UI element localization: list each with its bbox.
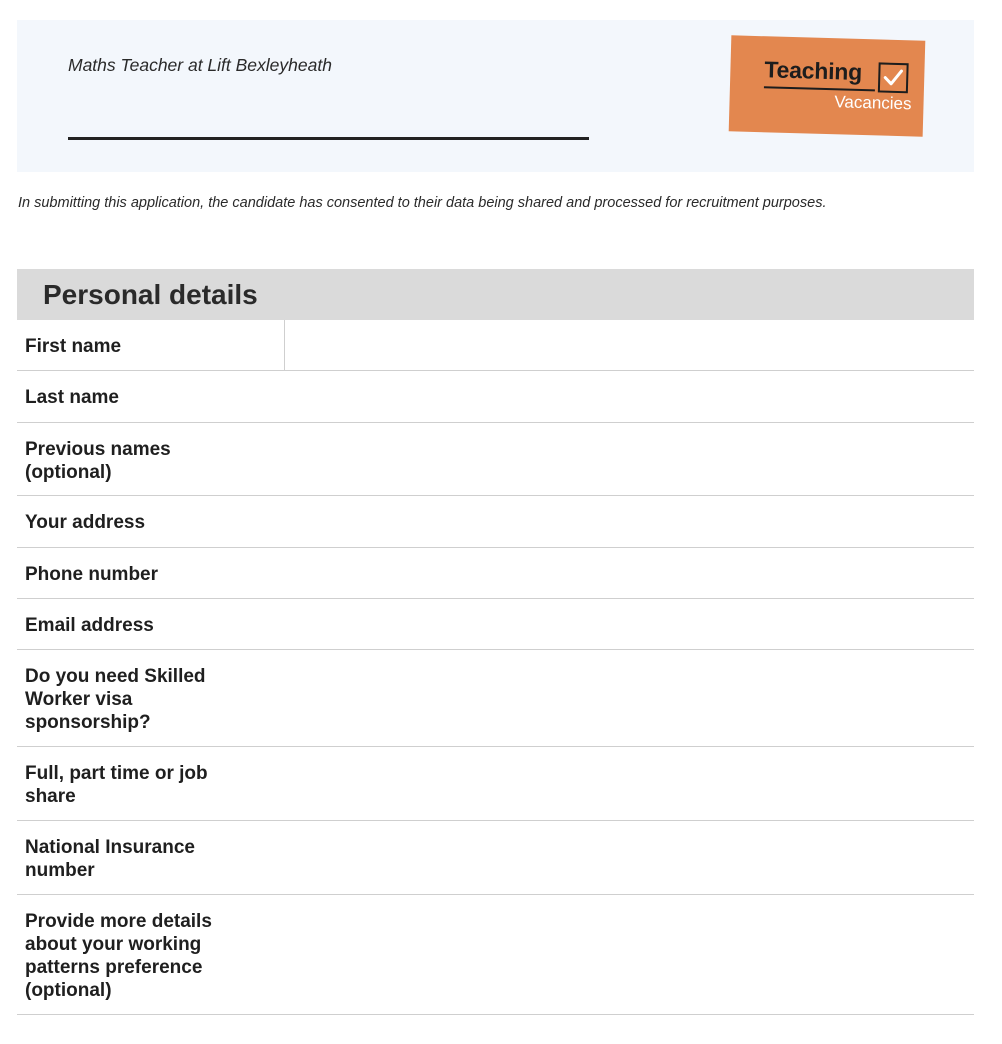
- row-label: First name: [25, 336, 122, 357]
- row-label: Email address: [25, 615, 154, 636]
- row-label: Previous names (optional): [25, 439, 171, 483]
- row-label: Phone number: [25, 564, 159, 585]
- row-label: Your address: [25, 512, 146, 533]
- table-row: [17, 371, 974, 423]
- section-title: Personal details: [43, 279, 258, 310]
- row-value: [285, 496, 974, 547]
- personal-details-table: [17, 320, 974, 1015]
- row-value: [285, 371, 974, 422]
- table-row: [17, 650, 974, 747]
- row-label: Do you need Skilled Worker visa sponsorship?: [25, 666, 206, 733]
- row-label: Last name: [25, 387, 119, 408]
- table-row: [17, 320, 974, 371]
- job-title: Maths Teacher at Lift Bexleyheath: [68, 55, 332, 75]
- table-row: [17, 423, 974, 496]
- row-value: [285, 320, 974, 370]
- row-value: [285, 747, 974, 820]
- check-mark-icon: [883, 69, 903, 88]
- table-row: [17, 548, 974, 599]
- row-value: [285, 599, 974, 649]
- table-row: [17, 496, 974, 548]
- row-value: [285, 423, 974, 495]
- row-value: [285, 548, 974, 598]
- personal-details-header: [17, 269, 974, 320]
- logo-wordmark: Teaching: [764, 56, 863, 85]
- row-value: [285, 650, 974, 746]
- table-row: [17, 895, 974, 1015]
- teaching-vacancies-logo: [729, 35, 926, 136]
- consent-notice: In submitting this application, the candidate has consented to their data being shared and processed for recruitment purposes.: [18, 195, 827, 211]
- row-value: [285, 821, 974, 894]
- table-row: [17, 821, 974, 895]
- logo-underline: [764, 86, 875, 91]
- row-value: [285, 895, 974, 1014]
- row-label: Full, part time or job share: [25, 763, 208, 807]
- row-label: Provide more details about your working patterns preference (optional): [25, 911, 212, 1001]
- logo-subtitle: Vacancies: [834, 92, 912, 114]
- table-row: [17, 747, 974, 821]
- table-row: [17, 599, 974, 650]
- row-label: National Insurance number: [25, 837, 195, 881]
- title-underline: [68, 137, 589, 140]
- checkbox-icon: [878, 62, 909, 93]
